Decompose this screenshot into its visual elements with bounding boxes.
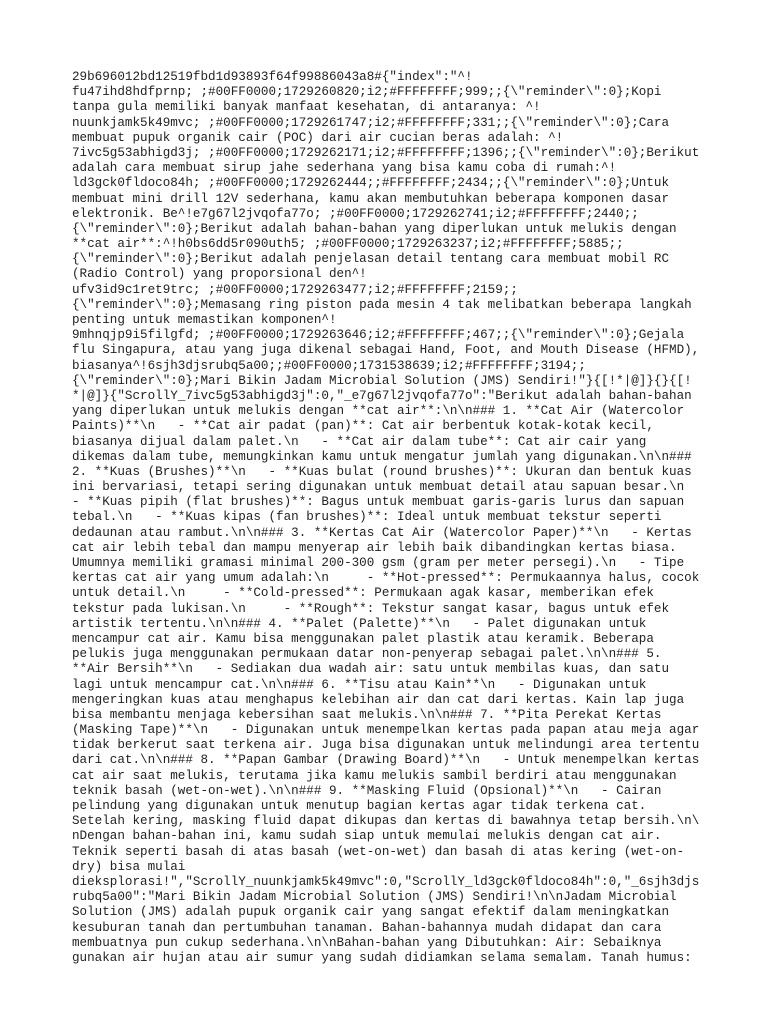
text-line: Teknik seperti basah di atas basah (wet-on-wet) dan basah di atas kering (wet-on- [72, 844, 685, 859]
text-line: fu47ihd8hdfprnp; ;#00FF0000;1729260820;i2;#FFFFFFFF;999;;{\"reminder\":0};Kopi [72, 85, 662, 100]
text-line: Paints)**\n - **Cat air padat (pan)**: Cat air berbentuk kotak-kotak kecil, [72, 419, 654, 434]
text-line: nuunkjamk5k49mvc; ;#00FF0000;1729261747;i2;#FFFFFFFF;331;;{\"reminder\":0};Cara [72, 115, 670, 130]
text-line: Setelah kering, masking fluid dapat dikupas dan kertas di bawahnya tetap bersih.\n\ [72, 814, 700, 829]
text-line: cat air saat melukis, terutama jika kamu melukis sambil berdiri atau menggunakan [72, 768, 677, 783]
text-line: membuat mini drill 12V sederhana, kamu akan membutuhkan beberapa komponen dasar [72, 191, 670, 206]
text-line: ini bervariasi, tetapi sering digunakan untuk membuat detail atau sapuan besar.\n [72, 480, 685, 495]
text-line: tebal.\n - **Kuas kipas (fan brushes)**: Ideal untuk membuat tekstur seperti [72, 510, 662, 525]
text-line: nDengan bahan-bahan ini, kamu sudah siap untuk memulai melukis dengan cat air. [72, 829, 662, 844]
text-line: tidak berkerut saat terkena air. Juga bisa digunakan untuk melindungi area tertentu [72, 738, 700, 753]
text-line: 9mhnqjp9i5filgfd; ;#00FF0000;1729263646;i2;#FFFFFFFF;467;;{\"reminder\":0};Gejala [72, 328, 685, 343]
text-line: 2. **Kuas (Brushes)**\n - **Kuas bulat (round brushes)**: Ukuran dan bentuk kuas [72, 464, 692, 479]
text-line: Solution (JMS) adalah pupuk organik cair yang sangat efektif dalam meningkatkan [72, 905, 670, 920]
text-line: (Masking Tape)**\n - Digunakan untuk menempelkan kertas pada papan atau meja agar [72, 723, 700, 738]
text-line: ld3gck0fldoco84h; ;#00FF0000;1729262444;;#FFFFFFFF;2434;;{\"reminder\":0};Untuk [72, 176, 670, 191]
text-line: ufv3id9c1ret9trc; ;#00FF0000;1729263477;i2;#FFFFFFFF;2159;; [72, 282, 518, 297]
text-line: biasanya^!6sjh3djsrubq5a00;;#00FF0000;1731538639;i2;#FFFFFFFF;3194;; [72, 358, 586, 373]
text-line: membuat pupuk organik cair (POC) dari air cucian beras adalah: ^! [72, 130, 564, 145]
text-line: Umumnya memiliki gramasi minimal 200-300 gsm (gram per meter persegi).\n - Tipe [72, 556, 685, 570]
text-line: flu Singapura, atau yang juga dikenal sebagai Hand, Foot, and Mouth Disease (HFMD), [72, 343, 700, 358]
text-line: kertas cat air yang umum adalah:\n - **Hot-pressed**: Permukaannya halus, cocok [72, 571, 700, 586]
text-line: {\"reminder\":0};Berikut adalah bahan-bahan yang diperlukan untuk melukis dengan [72, 221, 677, 236]
text-line: dedaunan atau rambut.\n\n### 3. **Kertas Cat Air (Watercolor Paper)**\n - Kertas [72, 525, 692, 540]
text-line: **Air Bersih**\n - Sediakan dua wadah air: satu untuk membilas kuas, dan satu [72, 662, 670, 677]
text-line: adalah cara membuat sirup jahe sederhana yang bisa kamu coba di rumah:^! [72, 161, 617, 176]
text-line: kesuburan tanah dan pertumbuhan tanaman. Bahan-bahannya mudah didapat dan cara [72, 920, 662, 935]
text-line: (Radio Control) yang proporsional den^! [72, 267, 367, 282]
text-line: cat air lebih tebal dan mampu menyerap air lebih baik dibandingkan kertas biasa. [72, 540, 677, 555]
text-line: *|@]}{"ScrollY_7ivc5g53abhigd3j":0,"_e7g67l2jvqofa77o":"Berikut adalah bahan-bahan [72, 388, 692, 403]
text-line: pelindung yang digunakan untuk menutup bagian kertas agar tidak terkena cat. [72, 799, 647, 813]
text-line: dari cat.\n\n### 8. **Papan Gambar (Drawing Board)**\n - Untuk menempelkan kertas [72, 753, 700, 768]
text-line: bisa membantu menjaga kebersihan saat melukis.\n\n### 7. **Pita Perekat Kertas [72, 707, 662, 722]
text-line: penting untuk memastikan komponen^! [72, 313, 337, 327]
text-line: untuk detail.\n - **Cold-pressed**: Permukaan agak kasar, memberikan efek [72, 586, 654, 601]
text-line: dikemas dalam tube, memungkinkan kamu untuk mengatur jumlah yang digunakan.\n\n### [72, 449, 692, 464]
text-line: yang diperlukan untuk melukis dengan **cat air**:\n\n### 1. **Cat Air (Watercolor [72, 404, 685, 419]
text-line: gunakan air hujan atau air sumur yang sudah didiamkan selama semalam. Tanah humus: [72, 950, 692, 965]
text-line: {\"reminder\":0};Memasang ring piston pada mesin 4 tak melibatkan beberapa langkah [72, 297, 692, 312]
text-line: elektronik. Be^!e7g67l2jvqofa77o; ;#00FF0000;1729262741;i2;#FFFFFFFF;2440;; [72, 206, 639, 221]
text-line: biasanya dijual dalam palet.\n - **Cat air dalam tube**: Cat air cair yang [72, 434, 647, 449]
text-line: teknik basah (wet-on-wet).\n\n### 9. **Masking Fluid (Opsional)**\n - Cairan [72, 783, 662, 798]
text-line: {\"reminder\":0};Berikut adalah penjelasan detail tentang cara membuat mobil RC [72, 252, 670, 267]
text-line: dieksplorasi!","ScrollY_nuunkjamk5k49mvc":0,"ScrollY_ld3gck0fldoco84h":0,"_6sjh3djs [72, 874, 700, 889]
text-line: mengeringkan kuas atau menghapus kelebihan air dan cat dari kertas. Kain lap juga [72, 692, 685, 707]
text-line: dry) bisa mulai [72, 859, 186, 874]
text-line: tanpa gula memiliki banyak manfaat kesehatan, di antaranya: ^! [72, 100, 541, 115]
text-line: tekstur pada lukisan.\n - **Rough**: Tekstur sangat kasar, bagus untuk efek [72, 601, 670, 616]
raw-text-document [72, 70, 698, 966]
text-line: membuatnya pun cukup sederhana.\n\nBahan-bahan yang Dibutuhkan: Air: Sebaiknya [72, 935, 662, 950]
text-line: artistik tertentu.\n\n### 4. **Palet (Palette)**\n - Palet digunakan untuk [72, 616, 647, 631]
text-line: lagi untuk mencampur cat.\n\n### 6. **Tisu atau Kain**\n - Digunakan untuk [72, 677, 647, 692]
text-line: **cat air**:^!h0bs6dd5r090uth5; ;#00FF0000;1729263237;i2;#FFFFFFFF;5885;; [72, 237, 624, 252]
text-line: 29b696012bd12519fbd1d93893f64f99886043a8#{"index":"^! [72, 70, 473, 84]
text-line: rubq5a00":"Mari Bikin Jadam Microbial Solution (JMS) Sendiri!\n\nJadam Microbial [72, 890, 677, 905]
text-line: 7ivc5g53abhigd3j; ;#00FF0000;1729262171;i2;#FFFFFFFF;1396;;{\"reminder\":0};Berikut [72, 145, 700, 160]
text-line: pelukis juga menggunakan permukaan datar non-penyerap sebagai palet.\n\n### 5. [72, 647, 662, 662]
text-line: {\"reminder\":0};Mari Bikin Jadam Microbial Solution (JMS) Sendiri!"}{[!*|@]}{}{[! [72, 373, 692, 388]
text-line: - **Kuas pipih (flat brushes)**: Bagus untuk membuat garis-garis lurus dan sapuan [72, 495, 685, 510]
text-line: mencampur cat air. Kamu bisa menggunakan palet plastik atau keramik. Beberapa [72, 631, 654, 646]
